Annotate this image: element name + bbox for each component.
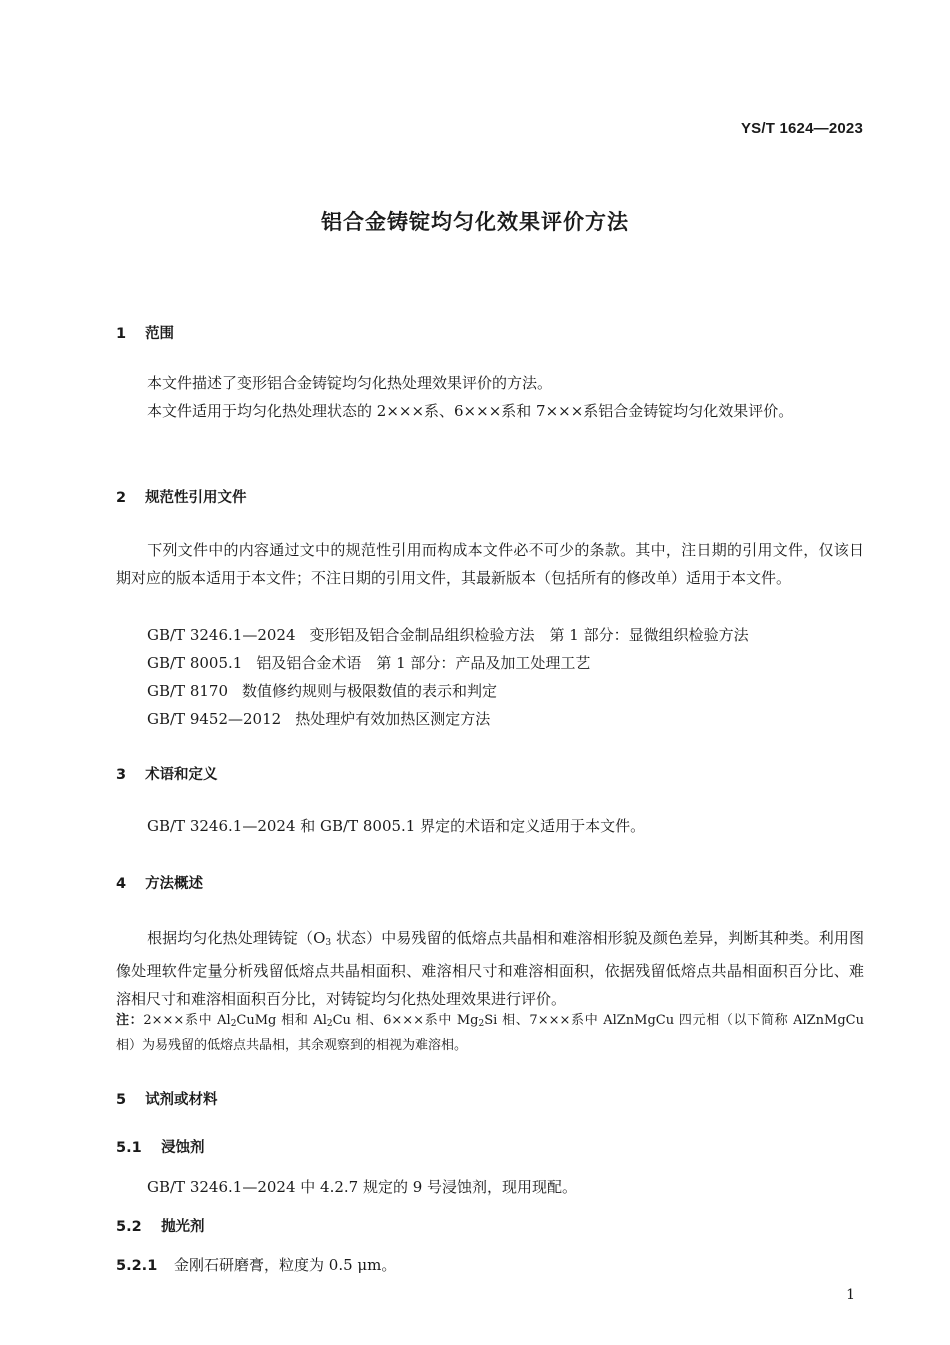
section-title: 试剂或材料 <box>145 1092 218 1108</box>
section-title: 规范性引用文件 <box>145 490 247 506</box>
note <box>116 1010 864 1057</box>
note-text: CuMg 相和 Al <box>236 1013 327 1028</box>
section-2-heading <box>116 486 247 507</box>
note-text: Si 相、7×××系中 AlZnMgCu 四元相（以下简称 AlZnMgCu 相）为易残留的低熔点共晶相，其余观察到的相视为难溶相。 <box>116 1013 864 1053</box>
document-title: 铝合金铸锭均匀化效果评价方法 <box>321 210 629 234</box>
section-1-paragraph-2 <box>116 397 864 425</box>
reference-code: GB/T 9452—2012 <box>147 710 282 728</box>
section-number: 5 <box>116 1092 127 1108</box>
standard-code: YS/T 1624—2023 <box>740 120 863 137</box>
section-number: 5.2 <box>116 1219 142 1235</box>
section-2-paragraph-1 <box>116 536 864 592</box>
reference-item <box>147 708 490 729</box>
section-title: 范围 <box>145 326 175 342</box>
note-text: 2×××系中 Al <box>143 1013 231 1028</box>
reference-code: GB/T 8170 <box>147 682 229 700</box>
section-title: 抛光剂 <box>161 1219 205 1235</box>
section-title: 方法概述 <box>145 876 204 892</box>
section-number: 1 <box>116 326 127 342</box>
reference-code: GB/T 3246.1—2024 <box>147 626 296 644</box>
section-title: 浸蚀剂 <box>161 1140 205 1156</box>
section-5-heading <box>116 1088 218 1109</box>
reference-title: 热处理炉有效加热区测定方法 <box>295 710 491 728</box>
paragraph-text: 状态）中易残留的低熔点共晶相和难溶相形貌及颜色差异，判断其种类。利用图像处理软件定量分析残留低熔点共晶相面积、难溶相尺寸和难溶相面积，依据残留低熔点共晶相面积百分比、难溶相尺寸和难溶相面积百分比，对铸锭均匀化热处理效果进行评价。 <box>116 929 864 1008</box>
subscript: 3 <box>325 938 332 948</box>
section-1-heading <box>116 322 174 343</box>
subscript: 2 <box>230 1019 237 1029</box>
reference-code: GB/T 8005.1 <box>147 654 243 672</box>
section-number: 2 <box>116 490 127 506</box>
paragraph-text: 本文件适用于均匀化热处理状态的 2×××系、6×××系和 7×××系铝合金铸锭均匀化效果评价。 <box>147 402 794 420</box>
section-5-2-1-item <box>116 1254 396 1275</box>
reference-title: 数值修约规则与极限数值的表示和判定 <box>242 682 498 700</box>
section-5-1-heading <box>116 1136 205 1157</box>
reference-title: 变形铝及铝合金制品组织检验方法 第 1 部分：显微组织检验方法 <box>309 626 749 644</box>
paragraph-text: 本文件描述了变形铝合金铸锭均匀化热处理效果评价的方法。 <box>147 374 553 392</box>
section-3-paragraph-1 <box>116 812 864 840</box>
section-3-heading <box>116 763 218 784</box>
subscript: 2 <box>326 1019 333 1029</box>
reference-item <box>147 652 590 673</box>
section-5-1-paragraph-1 <box>116 1173 864 1201</box>
subscript: 2 <box>478 1019 485 1029</box>
note-text: Cu 相、6×××系中 Mg <box>332 1013 479 1028</box>
section-number: 4 <box>116 876 127 892</box>
section-4-heading <box>116 872 203 893</box>
section-5-2-heading <box>116 1215 205 1236</box>
section-number: 3 <box>116 767 127 783</box>
paragraph-text: GB/T 3246.1—2024 中 4.2.7 规定的 9 号浸蚀剂，现用现配。 <box>147 1178 578 1196</box>
section-4-paragraph-1 <box>116 924 864 1013</box>
section-number: 5.2.1 <box>116 1258 158 1274</box>
section-number: 5.1 <box>116 1140 142 1156</box>
section-title: 术语和定义 <box>145 767 218 783</box>
paragraph-text: GB/T 3246.1—2024 和 GB/T 8005.1 界定的术语和定义适用于本文件。 <box>147 817 646 835</box>
reference-item <box>147 624 749 645</box>
page-number: 1 <box>846 1287 855 1303</box>
paragraph-text: 下列文件中的内容通过文中的规范性引用而构成本文件必不可少的条款。其中，注日期的引用文件，仅该日期对应的版本适用于本文件；不注日期的引用文件，其最新版本（包括所有的修改单）适用于本文件。 <box>116 541 864 587</box>
item-text: 金刚石研磨膏，粒度为 0.5 μm。 <box>174 1256 397 1274</box>
reference-item <box>147 680 497 701</box>
section-1-paragraph-1 <box>116 369 864 397</box>
note-label: 注： <box>116 1013 144 1028</box>
paragraph-text: 根据均匀化热处理铸锭（O <box>147 929 326 947</box>
reference-title: 铝及铝合金术语 第 1 部分：产品及加工处理工艺 <box>256 654 591 672</box>
